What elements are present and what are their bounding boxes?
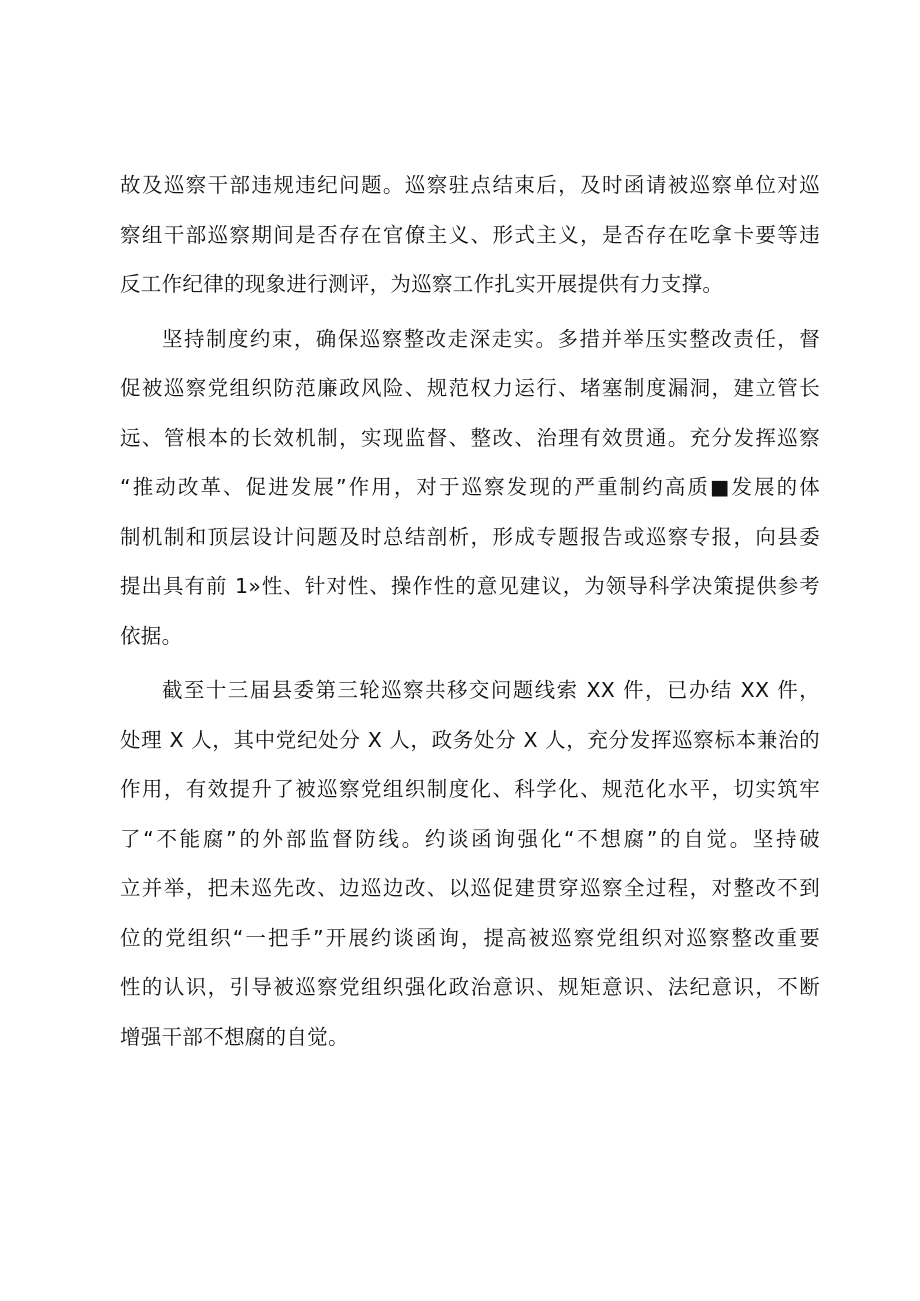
text-line: 制机制和顶层设计问题及时总结剖析，形成专题报告或巡察专报，向县委 bbox=[120, 524, 820, 549]
text-line: 远、管根本的长效机制，实现监督、整改、治理有效贯通。充分发挥巡察 bbox=[120, 425, 820, 450]
document-body bbox=[120, 163, 820, 1064]
text-line: 促被巡察党组织防范廉政风险、规范权力运行、堵塞制度漏洞，建立管长 bbox=[120, 376, 820, 400]
text-line: 位的党组织“一把手”开展约谈函询，提高被巡察党组织对巡察整改重要 bbox=[120, 925, 820, 950]
text-line: 增强干部不想腐的自觉。 bbox=[120, 1024, 349, 1049]
text-line: 坚持制度约束，确保巡察整改走深走实。多措并举压实整改责任，督 bbox=[162, 326, 820, 351]
text-line: 立并举，把未巡先改、边巡边改、以巡促建贯穿巡察全过程，对整改不到 bbox=[120, 876, 820, 900]
text-line: 提出具有前 1»性、针对性、操作性的意见建议，为领导科学决策提供参考 bbox=[120, 574, 820, 598]
text-line: 了“不能腐”的外部监督防线。约谈函询强化“不想腐”的自觉。坚持破 bbox=[120, 826, 820, 851]
text-line: 察组干部巡察期间是否存在官僚主义、形式主义，是否存在吃拿卡要等违 bbox=[120, 222, 820, 247]
text-line: 故及巡察干部违规违纪问题。巡察驻点结束后，及时函请被巡察单位对巡 bbox=[120, 173, 820, 197]
text-line: 依据。 bbox=[120, 623, 183, 648]
paragraph-2 bbox=[120, 317, 820, 664]
text-line: 反工作纪律的现象进行测评，为巡察工作扎实开展提供有力支撑。 bbox=[120, 272, 724, 296]
text-line: 性的认识，引导被巡察党组织强化政治意识、规矩意识、法纪意识，不断 bbox=[120, 975, 820, 999]
text-line: 截至十三届县委第三轮巡察共移交问题线索 XX 件，已办结 XX 件， bbox=[162, 678, 820, 702]
paragraph-1 bbox=[120, 163, 820, 312]
paragraph-3 bbox=[120, 668, 820, 1064]
text-line: “推动改革、促进发展”作用，对于巡察发现的严重制约高质■发展的体 bbox=[120, 475, 820, 499]
text-line: 作用，有效提升了被巡察党组织制度化、科学化、规范化水平，切实筑牢 bbox=[120, 777, 820, 801]
text-line: 处理 X 人，其中党纪处分 X 人，政务处分 X 人，充分发挥巡察标本兼治的 bbox=[120, 727, 820, 752]
